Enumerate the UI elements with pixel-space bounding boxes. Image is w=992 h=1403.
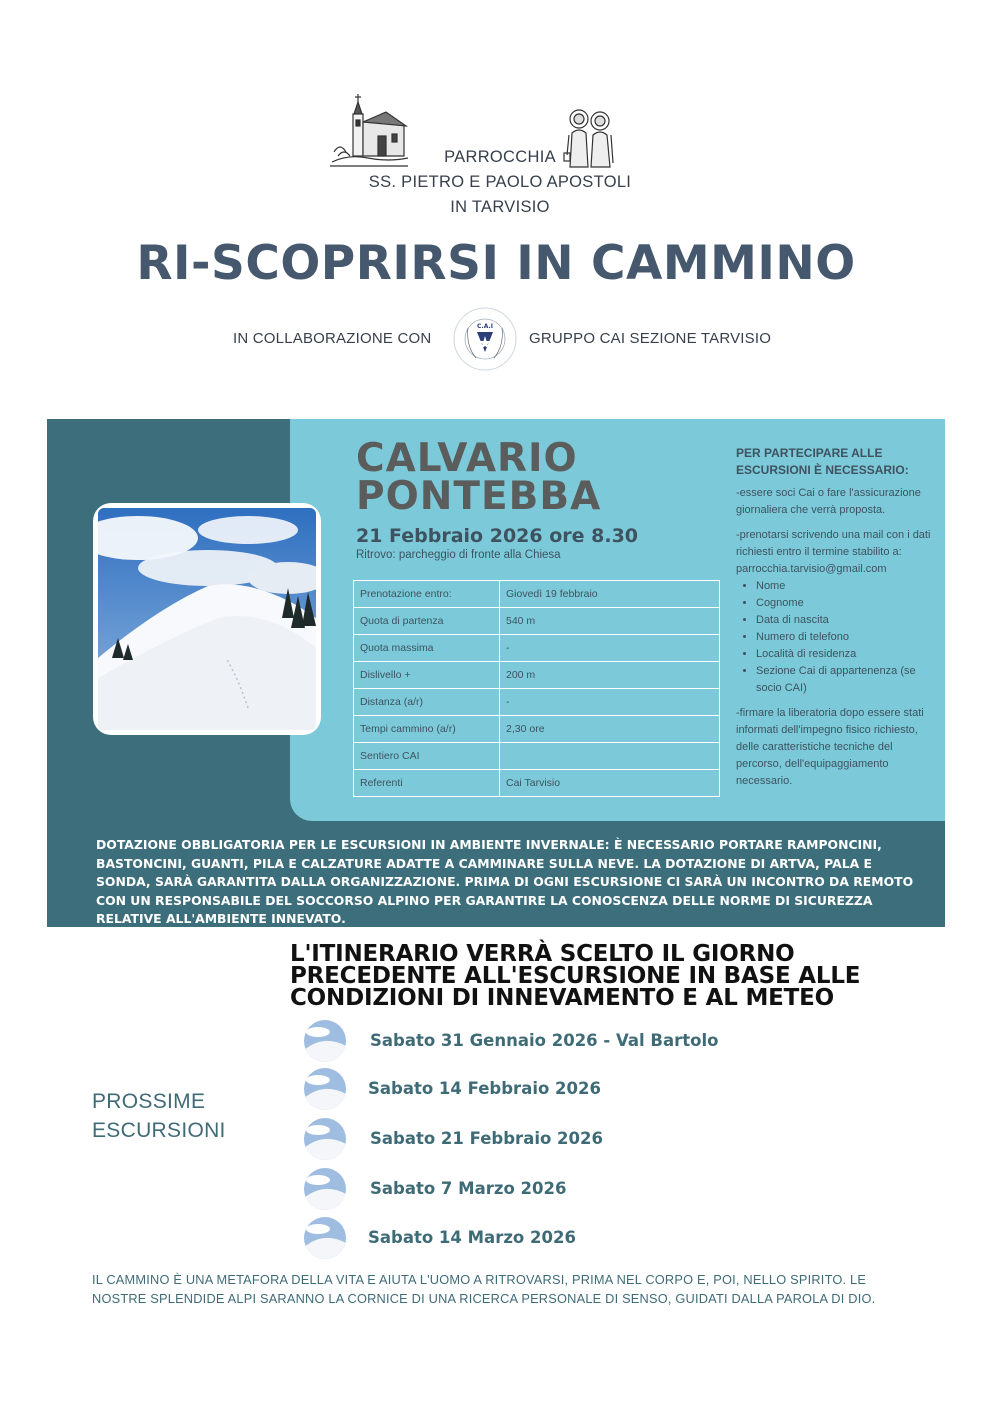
table-row: [354, 716, 720, 743]
table-row: [354, 608, 720, 635]
collab-prefix: IN COLLABORAZIONE CON: [233, 330, 432, 347]
trip-date: Sabato 31 Gennaio 2026 - Val Bartolo: [370, 1031, 719, 1050]
row-value: 2,30 ore: [500, 716, 720, 743]
trip-thumbnail: [304, 1217, 346, 1259]
list-item: • Località di residenza: [756, 646, 936, 663]
row-label: Quota massima: [354, 635, 500, 662]
requirement-booking: -prenotarsi scrivendo una mail con i dati richiesti entro il termine stabilito a:: [736, 529, 931, 558]
event-info-table: [353, 580, 720, 797]
event-meeting-point: Ritrovo: parcheggio di fronte alla Chiesa: [356, 549, 561, 561]
list-item: • Nome: [756, 578, 936, 595]
booking-email: parrocchia.tarvisio@gmail.com: [736, 563, 887, 575]
row-value: -: [500, 689, 720, 716]
itinerary-note: L'ITINERARIO VERRÀ SCELTO IL GIORNO PRECEDENTE ALL'ESCURSIONE IN BASE ALLE CONDIZIONI DI INNEVAMENTO E AL METEO: [290, 941, 861, 1011]
row-label: Dislivello +: [354, 662, 500, 689]
next-label-line2: ESCURSIONI: [92, 1119, 226, 1142]
list-item: • Sezione Cai di appartenenza (se socio CAI): [756, 663, 936, 697]
row-label: Referenti: [354, 770, 500, 797]
table-row: [354, 689, 720, 716]
requirements-block: [736, 445, 936, 798]
trip-date: Sabato 14 Febbraio 2026: [368, 1079, 601, 1098]
row-value: 200 m: [500, 662, 720, 689]
list-item: • Cognome: [756, 595, 936, 612]
list-item: • Numero di telefono: [756, 629, 936, 646]
event-date: 21 Febbraio 2026 ore 8.30: [356, 525, 639, 547]
row-label: Sentiero CAI: [354, 743, 500, 770]
required-fields-list: [736, 578, 936, 697]
trip-thumbnail: [304, 1118, 346, 1160]
parish-line-1: PARROCCHIA: [444, 148, 556, 166]
trip-date: Sabato 14 Marzo 2026: [368, 1228, 576, 1247]
event-title-line2: PONTEBBA: [356, 474, 602, 519]
trip-thumbnail: [304, 1168, 346, 1210]
parish-line-2: SS. PIETRO E PAOLO APOSTOLI: [368, 173, 632, 191]
closing-text: IL CAMMINO È UNA METAFORA DELLA VITA E AIUTA L'UOMO A RITROVARSI, PRIMA NEL CORPO E, POI, NELLO SPIRITO. LE NOSTRE SPLENDIDE ALPI SARANNO LA CORNICE DI UNA RICERCA PERSONALE DI SENSO, GUIDATI DALLA PAROLA DI DIO.: [92, 1272, 876, 1306]
row-label: Tempi cammino (a/r): [354, 716, 500, 743]
collab-suffix: GRUPPO CAI SEZIONE TARVISIO: [529, 330, 772, 347]
trip-thumbnail: [304, 1020, 346, 1062]
trip-thumbnail: [304, 1068, 346, 1110]
row-label: Prenotazione entro:: [354, 581, 500, 608]
event-title-line1: CALVARIO: [356, 436, 578, 481]
table-row: [354, 662, 720, 689]
row-label: Quota di partenza: [354, 608, 500, 635]
row-value: 540 m: [500, 608, 720, 635]
row-value: [500, 743, 720, 770]
row-value: Cai Tarvisio: [500, 770, 720, 797]
requirement-waiver: -firmare la liberatoria dopo essere stati informati dell'impegno fisico richiesto, delle caratteristiche tecniche del percorso, dell'equipaggiamento necessario.: [736, 707, 924, 787]
event-title: [356, 436, 602, 519]
page-title: RI-SCOPRIRSI IN CAMMINO: [136, 236, 856, 291]
trip-date: Sabato 7 Marzo 2026: [370, 1179, 567, 1198]
trip-date: Sabato 21 Febbraio 2026: [370, 1129, 603, 1148]
row-value: -: [500, 635, 720, 662]
parish-line-3: IN TARVISIO: [450, 198, 550, 216]
equipment-note: DOTAZIONE OBBLIGATORIA PER LE ESCURSIONI IN AMBIENTE INVERNALE: È NECESSARIO PORTARE RAMPONCINI, BASTONCINI, GUANTI, PILA E CALZATURE ADATTE A CAMMINARE SULLA NEVE. LA DOTAZIONE DI ARTVA, PALA E SONDA, SARÀ GARANTITA DALLA ORGANIZZAZIONE. PRIMA DI OGNI ESCURSIONE CI SARÀ UN INCONTRO DA REMOTO CON UN RESPONSABILE DEL SOCCORSO ALPINO PER GARANTIRE LA CONOSCENZA DELLE NORME DI SICUREZZA RELATIVE ALL'AMBIENTE INNEVATO.: [96, 837, 914, 926]
snow-landscape-photo: [98, 508, 316, 730]
table-row: [354, 743, 720, 770]
row-label: Distanza (a/r): [354, 689, 500, 716]
cai-logo: [452, 306, 518, 372]
row-value: Giovedì 19 febbraio: [500, 581, 720, 608]
table-row: [354, 581, 720, 608]
svg-text:C.A.I: C.A.I: [477, 323, 493, 330]
list-item: • Data di nascita: [756, 612, 936, 629]
requirements-heading: PER PARTECIPARE ALLE ESCURSIONI È NECESSARIO:: [736, 446, 909, 477]
next-excursions-label: [92, 1087, 226, 1145]
table-row: [354, 635, 720, 662]
requirement-membership: -essere soci Cai o fare l'assicurazione giornaliera che verrà proposta.: [736, 487, 921, 516]
table-row: [354, 770, 720, 797]
next-label-line1: PROSSIME: [92, 1090, 206, 1113]
